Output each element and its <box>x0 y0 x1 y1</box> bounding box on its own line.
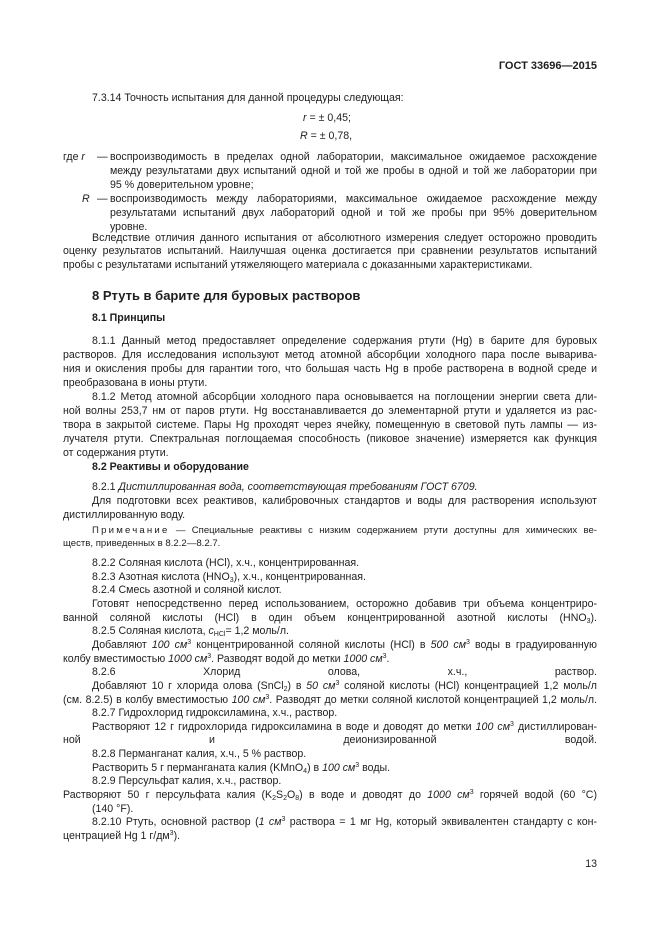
text-line <box>92 638 597 652</box>
text-line <box>63 432 597 446</box>
text-run: Добавляют <box>92 639 152 651</box>
text-line <box>92 624 289 638</box>
italic-run: 500 см <box>430 639 466 651</box>
subscript: 3 <box>229 577 234 584</box>
text-run: Для подготовки всех реактивов, калибровочных стандартов и воды для растворения используют <box>92 495 597 507</box>
text-run: 8.2.6 Хлорид олова, х.ч., раствор. <box>92 666 597 678</box>
text-line <box>63 508 185 522</box>
text-line <box>110 206 597 220</box>
text-run: дистиллирован- <box>513 721 597 733</box>
text-run: Вследствие отличия данного испытания от абсолютного измерения следует осторожно проводить <box>92 232 597 244</box>
text-run: преобразована в ионы ртути. <box>63 377 208 389</box>
text-run: ) в воде и доводят до <box>299 789 428 801</box>
text-line <box>92 311 165 325</box>
text-line <box>63 611 597 625</box>
text-run: лучателя ртути. Спектральная поглощаемая способность (пиковое значение) измеряется как функция <box>63 433 597 445</box>
text-run: ванной соляной кислоты (HCl) в один объем концентрированной азотной кислоты (HNO <box>63 612 587 624</box>
text-run: = ± 0,78, <box>307 130 353 142</box>
text-line <box>63 348 597 362</box>
text-run: 8.2.3 Азотная кислота (HNO <box>92 571 230 583</box>
text-line <box>63 733 597 747</box>
text-run: 8.2.9 Персульфат калия, х.ч., раствор. <box>92 775 282 787</box>
subscript: 2 <box>283 795 287 802</box>
subscript: HCl <box>213 631 226 638</box>
text-run: 8.2.8 Перманганат калия, х.ч., 5 % раствор. <box>92 748 307 760</box>
subscript: 4 <box>303 768 308 775</box>
text-line <box>97 192 108 206</box>
subscript: 3 <box>586 618 591 625</box>
text-run: от содержания ртути. <box>63 447 169 459</box>
subscript: 2 <box>272 795 276 802</box>
text-line <box>63 693 597 707</box>
italic-run: Дистиллированная вода, соответствующая требованиям ГОСТ 6709. <box>118 481 478 493</box>
text-line <box>92 390 597 404</box>
text-line <box>92 720 597 734</box>
text-run: . Разводят до метки соляной кислотой концентрацией 1,2 моль/л. <box>269 694 597 706</box>
text-run: 8.1.2 Метод атомной абсорбции холодного пара основывается на поглощении энергии света дли- <box>92 391 597 403</box>
text-line <box>92 231 597 245</box>
italic-run: 1 см <box>258 816 282 828</box>
subscript: 2 <box>283 686 288 693</box>
text-run: ния и окисления пробы для гарантии того, что большая часть Hg в пробе растворена в водной среде и <box>63 363 597 375</box>
text-run: 8.2.1 <box>92 481 119 493</box>
italic-run: R <box>82 193 90 205</box>
text-line <box>92 288 360 304</box>
text-line <box>63 150 85 164</box>
text-line <box>92 583 282 597</box>
text-run: горячей водой (60 °C) <box>473 789 597 801</box>
italic-run: 100 см <box>151 639 188 651</box>
text-line <box>92 706 337 720</box>
text-line <box>63 446 169 460</box>
text-run: пробы с результатами испытаний утяжеляющего материала с доказанными характеристиками. <box>63 259 533 271</box>
text-line <box>92 665 597 679</box>
text-run: 8.2.2 Соляная кислота (HCl), х.ч., концентрированная. <box>92 557 360 569</box>
text-line <box>92 747 306 761</box>
superscript: 3 <box>509 721 514 728</box>
text-run: воды. <box>359 762 391 774</box>
text-run: ). <box>173 830 181 842</box>
superscript: 3 <box>335 680 340 687</box>
text-line <box>63 829 180 843</box>
text-run: ществ, приведенных в 8.2.2—8.2.7. <box>63 538 221 549</box>
text-line <box>110 192 597 206</box>
text-run: дистиллированную воду. <box>63 509 186 521</box>
italic-run: c <box>208 625 214 637</box>
text-line <box>63 652 389 666</box>
text-run: ) в <box>307 762 323 774</box>
text-run: оценку результатов испытаний. Наилучшая оценка достигается при сравнении результатов испытаний <box>63 245 597 257</box>
superscript: 3 <box>281 816 286 823</box>
text-run: воспроизводимость в пределах одной лаборатории, максимальное ожидаемое расхождение <box>110 151 597 163</box>
text-run: уровне. <box>110 221 148 233</box>
text-run: Растворяют 50 г персульфата калия (K <box>63 789 273 801</box>
text-run: раствора = 1 мг Hg, который эквивалентен стандарту с кон- <box>285 816 597 828</box>
text-run: растворов. Для исследования используют метод атомной абсорбции холодного пара после выварива- <box>63 349 597 361</box>
text-run: соляной кислоты (HCl) концентрацией 1,2 моль/л <box>339 680 597 692</box>
italic-run: 1000 см <box>427 789 470 801</box>
text-line <box>300 129 352 143</box>
text-run: Растворить 5 г перманганата калия (KMnO <box>92 762 304 774</box>
text-line <box>63 376 207 390</box>
text-line <box>303 111 351 125</box>
text-run: 8.1.1 Данный метод предоставляет определение содержания ртути (Hg) в барите для буровых <box>92 335 597 347</box>
text-run: (140 °F). <box>92 803 134 815</box>
text-run: O <box>286 789 296 801</box>
text-run: Добавляют 10 г хлорида олова (SnCl <box>92 680 284 692</box>
text-line <box>92 494 597 508</box>
text-run: 8.2.4 Смесь азотной и соляной кислот. <box>92 584 282 596</box>
document-header-id: ГОСТ 33696—2015 <box>498 60 597 72</box>
text-line <box>92 570 366 584</box>
text-run: 7.3.14 Точность испытания для данной процедуры следующая: <box>92 92 404 104</box>
text-line <box>92 556 359 570</box>
superscript: 3 <box>469 789 474 796</box>
text-run: . Разводят водой до метки <box>211 653 344 665</box>
text-run: = 1,2 моль/л. <box>225 625 289 637</box>
text-line <box>82 192 90 206</box>
text-run: твора в закрытой системе. Пары Hg проходят через ячейку, помещенную в световой путь лампы — из- <box>63 419 597 431</box>
text-run: — <box>97 151 108 163</box>
text-line <box>92 334 597 348</box>
superscript: 3 <box>207 653 212 660</box>
text-run: 8.2 Реактивы и оборудование <box>92 461 249 473</box>
italic-run: r <box>81 151 85 163</box>
text-run: воспроизводимость между лабораториями, максимальное ожидаемое расхождение между <box>110 193 597 205</box>
italic-run: 50 см <box>306 680 336 692</box>
text-line <box>92 597 597 611</box>
text-run: . <box>386 653 390 665</box>
text-line <box>92 774 281 788</box>
italic-run: R <box>300 130 308 142</box>
text-run: 8.2.5 Соляная кислота, <box>92 625 209 637</box>
text-run: 8.2.7 Гидрохлорид гидроксиламина, х.ч., раствор. <box>92 707 338 719</box>
text-run: S <box>276 789 284 801</box>
text-line <box>63 244 597 258</box>
text-run: = ± 0,45; <box>306 112 351 124</box>
subscript: 8 <box>295 795 300 802</box>
text-run: Готовят непосредственно перед использованием, осторожно добавив три объема концентриро- <box>92 598 597 610</box>
italic-run: 1000 см <box>168 653 208 665</box>
text-run: между результатами двух испытаний одной и той же пробы в одной и той же лаборатории при <box>110 165 597 177</box>
text-line <box>63 404 597 418</box>
text-line <box>92 91 404 105</box>
superscript: 3 <box>169 830 174 837</box>
text-line <box>63 258 532 272</box>
superscript: 3 <box>187 639 192 646</box>
italic-run: 100 см <box>231 694 266 706</box>
page-number: 13 <box>585 858 597 870</box>
text-run: 8.1 Принципы <box>92 312 166 324</box>
text-line <box>92 460 249 474</box>
text-line <box>92 679 597 693</box>
text-run: (см. 8.2.5) в колбу вместимостью <box>63 694 232 706</box>
text-run: ) в <box>287 680 307 692</box>
text-run: ной волны 253,7 нм от паров ртути. Hg восстанавливается до элементарной ртути и удаляется из рас- <box>63 405 597 417</box>
note-label: Примечание <box>92 525 170 536</box>
text-run: результатами испытаний двух лабораторий одной и той же пробы при 95% доверительном <box>110 207 597 219</box>
text-run: колбу вместимостью <box>63 653 169 665</box>
text-run: ной и деионизированной водой. <box>63 734 597 746</box>
text-run: 8 Ртуть в барите для буровых растворов <box>92 288 361 303</box>
text-run: концентрированной соляной кислоты (HCl) в <box>191 639 431 651</box>
text-run: ), х.ч., концентрированная. <box>233 571 366 583</box>
italic-run: 1000 см <box>343 653 383 665</box>
text-line <box>110 150 597 164</box>
text-run: — Специальные реактивы с низким содержанием ртути доступны для химических ве- <box>169 525 597 536</box>
text-line <box>97 150 108 164</box>
superscript: 3 <box>265 694 270 701</box>
italic-run: r <box>303 112 307 124</box>
text-run: ). <box>590 612 597 624</box>
text-line <box>110 178 254 192</box>
text-line <box>92 761 390 775</box>
italic-run: 100 см <box>322 762 356 774</box>
text-line <box>63 788 597 802</box>
text-line <box>92 815 597 829</box>
text-line <box>63 418 597 432</box>
text-run: 8.2.10 Ртуть, основной раствор ( <box>92 816 259 828</box>
text-run: воды в градуированную <box>469 639 597 651</box>
text-line <box>92 802 133 816</box>
text-line <box>63 362 597 376</box>
text-run: где <box>63 151 82 163</box>
superscript: 3 <box>382 653 387 660</box>
text-run: — <box>97 193 108 205</box>
text-line <box>92 480 478 494</box>
text-line <box>63 537 220 551</box>
superscript: 3 <box>466 639 470 646</box>
text-line <box>92 524 597 538</box>
superscript: 3 <box>355 762 360 769</box>
text-line <box>110 164 597 178</box>
text-run: центрацией Hg 1 г/дм <box>63 830 170 842</box>
text-run: 95 % доверительном уровне; <box>110 179 254 191</box>
text-run: Растворяют 12 г гидрохлорида гидроксиламина в воде и доводят до метки <box>92 721 476 733</box>
italic-run: 100 см <box>475 721 510 733</box>
